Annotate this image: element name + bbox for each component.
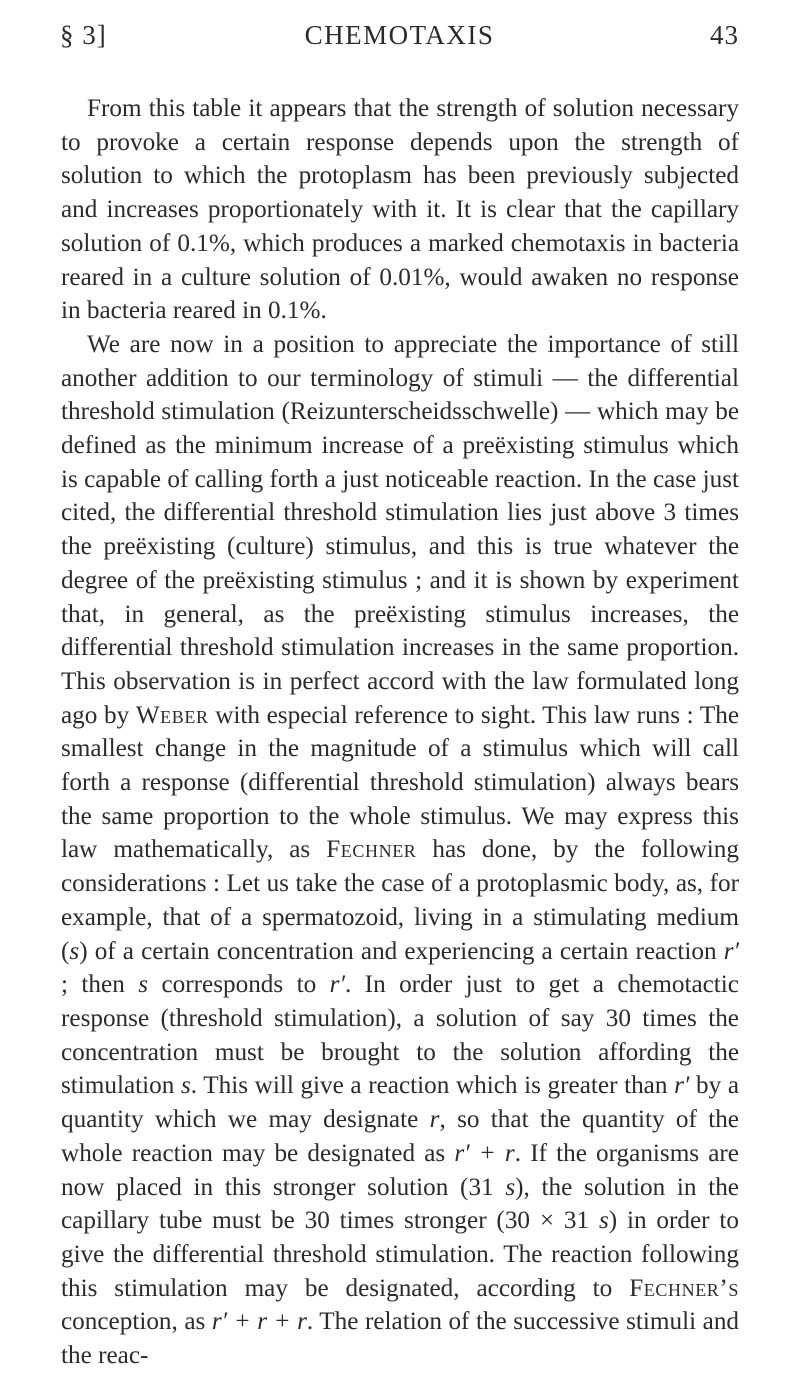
text-run: with especial reference to sight. This law runs : The smallest change in the magnitude of a stimulus which will call forth a response (differential threshold stimulation) always bears the same proportion to the whole stimulus. We may express this law mathematically, as xyxy=(61,701,740,864)
math-variable: s xyxy=(138,971,149,999)
text-run: ), the solution in the capillary tube must be 30 times stronger (30 × 31 xyxy=(61,1173,739,1235)
math-variable: r′ + r + r xyxy=(211,1308,307,1336)
math-variable: r′ + r xyxy=(454,1139,515,1167)
text-run: . In order just to get a chemotactic response (threshold stimulation), a solution of say 30 times the concentration must be brought to the solution affording the stimulation xyxy=(61,971,739,1100)
paragraph xyxy=(61,328,739,1373)
math-variable: r xyxy=(429,1106,440,1134)
text-run: has done, by the following considerations : Let us take the case of a protoplasmic body, as, for example, that of a spermatozoid, living in a stimulating medium ( xyxy=(61,836,739,965)
text-run: ) of a certain concentration and experiencing a certain reaction xyxy=(79,937,724,965)
text-run: corresponds to xyxy=(148,971,330,999)
page-number: 43 xyxy=(710,20,739,50)
author-name: Weber xyxy=(135,701,209,729)
author-name: Fechner’s xyxy=(629,1274,739,1302)
math-variable: s xyxy=(69,937,80,965)
math-variable: s xyxy=(598,1207,609,1235)
chapter-title: CHEMOTAXIS xyxy=(304,20,495,50)
paragraph xyxy=(61,92,739,328)
text-run: , so that the quantity of the whole reaction may be designated as xyxy=(61,1106,739,1167)
text-run: ) in order to give the differential threshold stimulation. The reaction following this stimulation may be designated, according to xyxy=(61,1207,739,1302)
text-run: by a quantity which we may designate xyxy=(61,1072,739,1134)
math-variable: r′ xyxy=(674,1072,690,1100)
section-marker: § 3] xyxy=(60,20,107,50)
text-run: We are now in a position to appreciate the importance of still another addition to our terminology of stimuli — the differential threshold stimulation (Reizunterscheidsschwelle) — which may be defined as the minimum increase of a preëxisting stimulus which is capable of calling forth a just noticeable reaction. In the case just cited, the differential threshold stimulation lies just above 3 times the preëxisting (culture) stimulus, and this is true whatever the degree of the preëxisting stimulus ; and it is shown by experiment that, in general, as the preëxisting stimulus increases, the differential threshold stimulation increases in the same proportion. This observation is in perfect accord with the law formulated long ago by xyxy=(61,330,739,729)
math-variable: r′ xyxy=(329,971,345,999)
body-text xyxy=(61,92,739,1373)
text-run: . If the organisms are now placed in this stronger solution (31 xyxy=(61,1139,739,1201)
math-variable: r′ xyxy=(723,937,739,965)
math-variable: s xyxy=(505,1173,516,1201)
text-run: ; then xyxy=(61,971,139,999)
math-variable: s xyxy=(180,1072,191,1100)
running-head xyxy=(60,20,739,62)
text-run: . This will give a reaction which is greater than xyxy=(190,1072,675,1100)
text-run: From this table it appears that the strength of solution necessary to provoke a certain response depends upon the strength of solution to which the protoplasm has been previously subjected and increases proportionately with it. It is clear that the capillary solution of 0.1%, which produces a marked chemotaxis in bacteria reared in a culture solution of 0.01%, would awaken no response in bacteria reared in 0.1%. xyxy=(61,95,739,325)
text-run: . The relation of the successive stimuli and the reac- xyxy=(61,1308,740,1370)
text-run: conception, as xyxy=(61,1308,212,1336)
author-name: Fechner xyxy=(326,836,417,864)
